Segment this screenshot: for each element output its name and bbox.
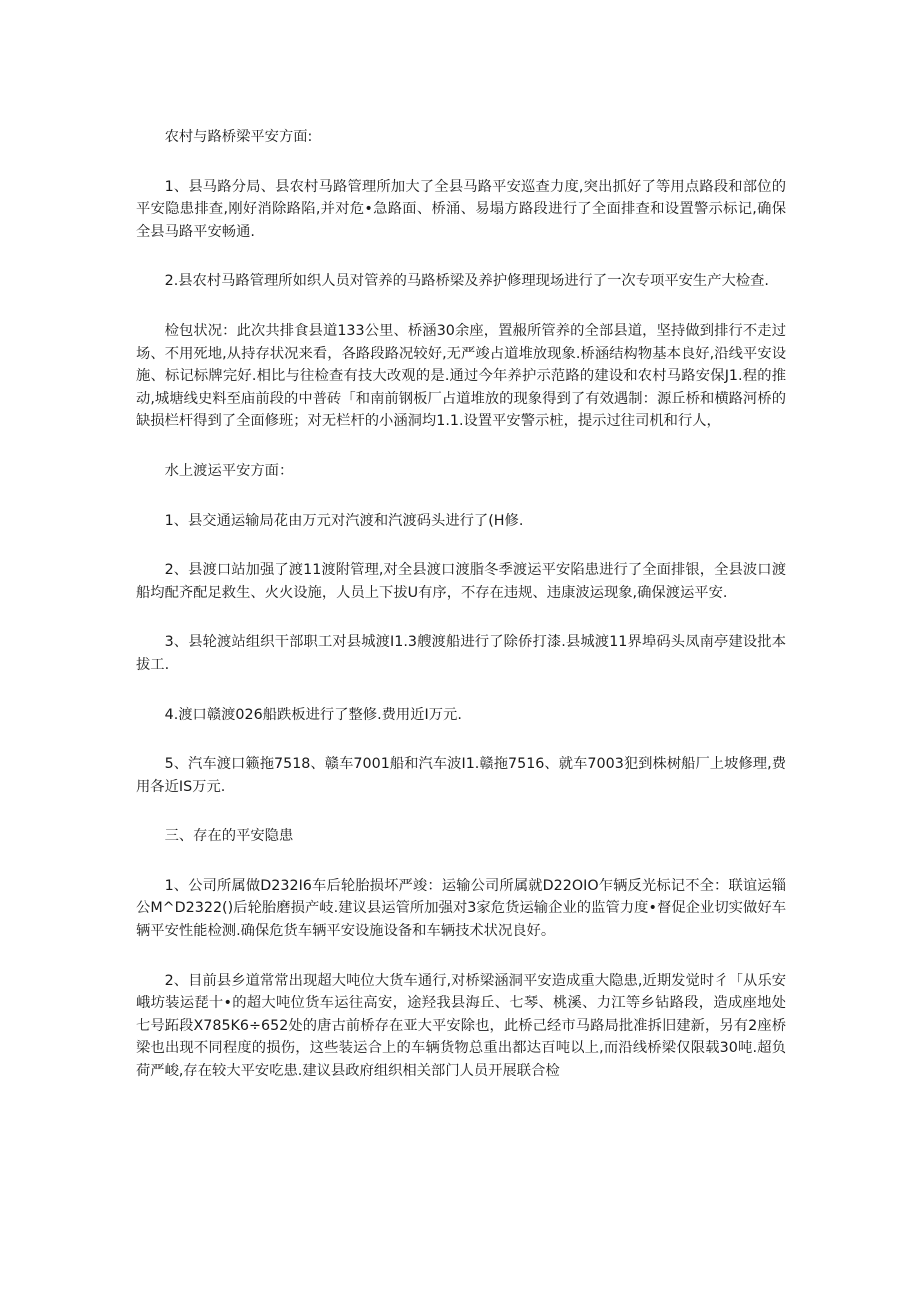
paragraph-overweight-trucks: 2、目前县乡道常常出现超大吨位大货车通行,对桥梁涵洞平安造成重大隐患,近期发觉时彳「从乐安峨坊装运琵十•的超大吨位货车运往高安，途羟我县海丘、七琴、桃溪、力江等乡钻路段，造成座地处七号跖段X785K6÷652处的唐古前桥存在亚大平安除也，此桥己经市马路局批准拆旧建新，另有2座桥梁也出现不同程度的损伤，这些装运合上的车辆货物总重出都达百吨以上,而沿线桥梁仅限载30吨.超负荷严峻,存在较大平安吃患.建议县政府组织相关部门人员开展联合检 (136, 972, 786, 1080)
paragraph-gangplank-repair: 4.渡口赣渡026船跌板进行了整修.费用近I万元. (164, 706, 462, 723)
paragraph-ferry-repair: 1、县交通运输局花由万元对汽渡和汽渡码头进行了(H修. (164, 512, 524, 529)
document-body (136, 126, 786, 1083)
paragraph-ferry-station-management: 2、县渡口站加强了渡11渡附管理,对全县渡口渡脂冬季渡运平安陷患进行了全面排银，全县波口渡船均配齐配足救生、火火设施，人员上下拔U有序，不存在违规、违康波运现象,确保渡运平安. (136, 562, 786, 601)
paragraph-ferry-painting: 3、县轮渡站组织干部职工对县城渡I1.3艘渡船进行了除侨打漆.县城渡11界埠码头凤南亭建设批本拔工. (136, 634, 786, 673)
paragraph-road-patrol: 1、县马路分局、县农村马路管理所加大了全县马路平安巡查力度,突出抓好了等用点路段和部位的平安隐患排查,刚好消除路陷,并对危•急路面、桥涌、易塌方路段进行了全面排查和设置警示标记,确保全县马路平安畅通. (136, 178, 786, 240)
paragraph-car-ferry-repair: 5、汽车渡口籁拖7518、赣车7001船和汽车波I1.赣拖7516、就车7003犯到株树船厂上坡修理,费用各近IS万元. (136, 756, 786, 795)
section-heading-hazards: 三、存在的平安隐患 (164, 828, 294, 845)
section-heading-rural-roads: 农村与路桥梁平安方面: (164, 129, 313, 145)
paragraph-inspection-status: 检包状况：此次共排食县道133公里、桥涵30余座，置赧所管养的全部县道，坚持做到排行不走过场、不用死地,从持存状况来看，各路段路况较好,无严竣占道堆放现象.桥涵结构物基本良好,沿线平安设施、标记标牌完好.相比与往检查有技大改观的是.通过今年养护示范路的建设和农村马路安保J1.程的推动,城塘线史料至庙前段的中普砖「和南前钢板厂占道堆放的现象得到了有效遇制：源丘桥和横路河桥的缺损栏杆得到了全面修班；对无栏杆的小涵洞均1.1.设置平安警示桩，提示过往司机和行人， (136, 322, 786, 430)
paragraph-bridge-inspection: 2.县农村马路管理所如织人员对管养的马路桥梁及养护修理现场进行了一次专项平安生产大检查. (164, 273, 769, 290)
section-heading-water-ferry: 水上渡运平安方面： (164, 462, 294, 479)
paragraph-hazard-vehicles: 1、公司所属做D232I6车后轮胎损坏严竣：运输公司所属就D22OIO乍辆反光标记不全：联谊运辎公M^D2322()后轮胎磨损产岐.建议县运管所加强对3家危货运输企业的监管力度•督促企业切实做好车辆平安性能检测.确保危货车辆平安设施设备和车辆技术状况良好。 (136, 877, 786, 940)
